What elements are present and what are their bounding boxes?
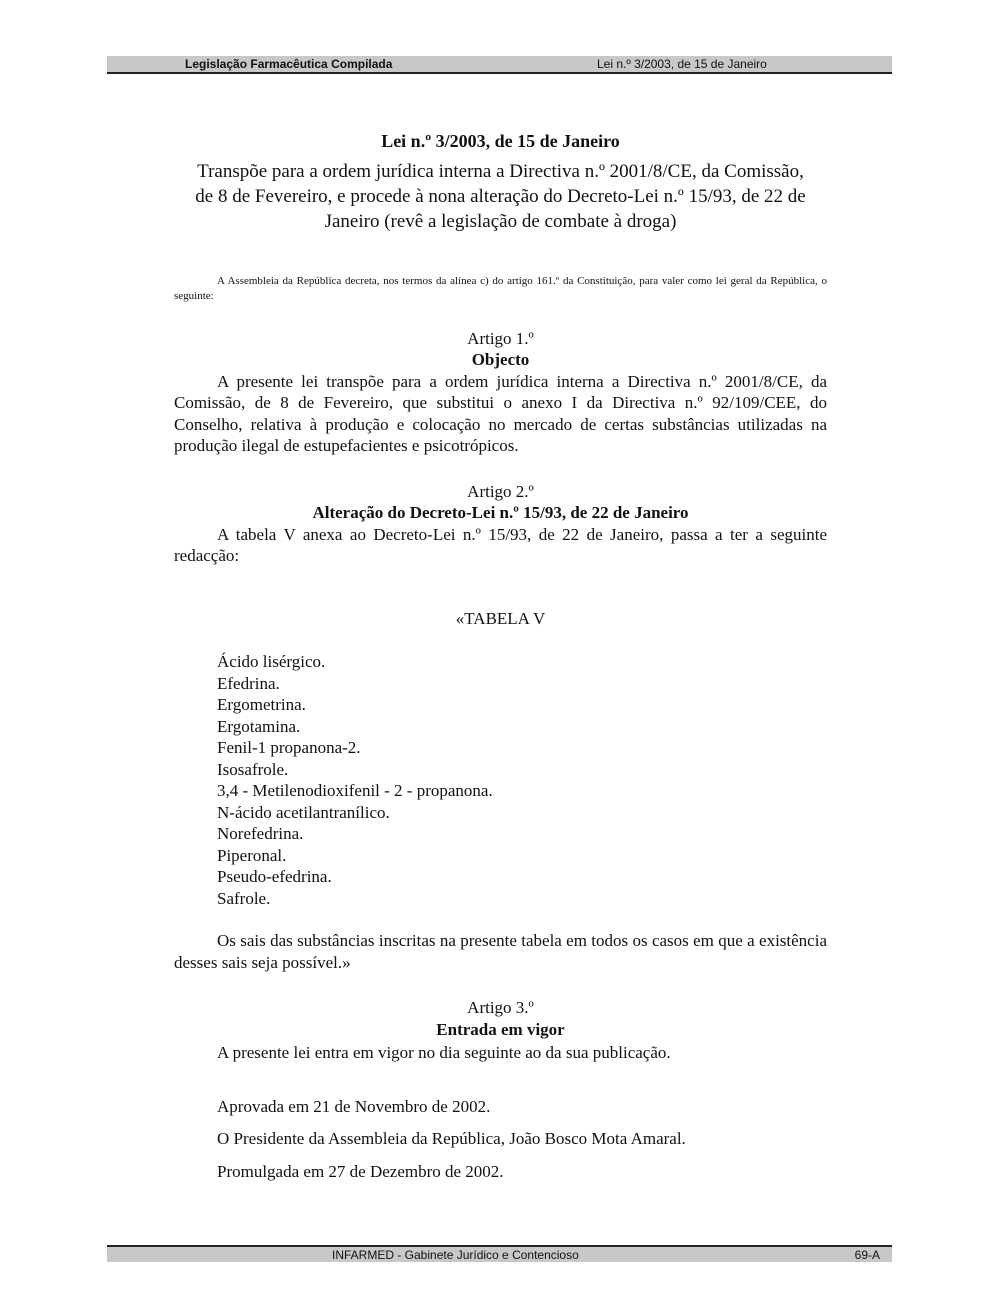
president-signature: O Presidente da Assembleia da República, João Bosco Mota Amaral. [217,1129,686,1148]
salts-paragraph: Os sais das substâncias inscritas na presente tabela em todos os casos em que a existência desses sais seja possível.» [174,931,827,972]
substance-list [217,651,827,909]
article-2-number: Artigo 2.º [467,481,534,501]
header-publication-title: Legislação Farmacêutica Compilada [185,57,393,71]
page-number: 69-A [854,1248,880,1262]
table-v-title: «TABELA V [455,608,546,628]
article-1-number: Artigo 1.º [467,328,534,348]
page-header [107,56,892,74]
list-item: N-ácido acetilantranílico. [217,802,390,822]
article-1-title: Objecto [471,350,530,369]
law-subtitle: Transpõe para a ordem jurídica interna a Directiva n.º 2001/8/CE, da Comissão, de 8 de Fevereiro, e procede à nona alteração do Decreto-Lei n.º 15/93, de 22 de Janeiro (revê a legislação de combate à droga) [195,160,806,232]
list-item: Efedrina. [217,673,280,693]
list-item: 3,4 - Metilenodioxifenil - 2 - propanona. [217,781,493,800]
law-title: Lei n.º 3/2003, de 15 de Janeiro [381,131,620,151]
footer-organization: INFARMED - Gabinete Jurídico e Contencioso [332,1248,579,1262]
list-item: Norefedrina. [217,824,304,843]
article-2-text: A tabela V anexa ao Decreto-Lei n.º 15/93, de 22 de Janeiro, passa a ter a seguinte redacção: [174,524,827,565]
document-body [174,131,827,1182]
list-item: Fenil-1 propanona-2. [217,738,361,757]
list-item: Piperonal. [217,845,287,865]
article-2-title: Alteração do Decreto-Lei n.º 15/93, de 22 de Janeiro [312,503,689,522]
header-law-reference: Lei n.º 3/2003, de 15 de Janeiro [597,57,767,71]
article-3-number: Artigo 3.º [467,998,534,1017]
list-item: Ergometrina. [217,695,306,714]
list-item: Pseudo-efedrina. [217,867,332,886]
list-item: Safrole. [217,888,271,908]
promulgation-date: Promulgada em 27 de Dezembro de 2002. [217,1161,504,1181]
article-3-title: Entrada em vigor [436,1019,565,1039]
list-item: Isosafrole. [217,759,289,779]
article-3-text: A presente lei entra em vigor no dia seguinte ao da sua publicação. [217,1043,671,1062]
page-footer [107,1245,892,1262]
list-item: Ergotamina. [217,716,301,736]
article-1-text: A presente lei transpõe para a ordem jurídica interna a Directiva n.º 2001/8/CE, da Comissão, de 8 de Fevereiro, que substitui o anexo I da Directiva n.º 92/109/CEE, do Conselho, relativa à produção e colocação no mercado de certas substâncias utilizadas na produção ilegal de estupefacientes e psicotrópicos. [174,371,827,455]
preamble: A Assembleia da República decreta, nos termos da alínea c) do artigo 161.º da Constituição, para valer como lei geral da República, o seguinte: [174,274,827,302]
approval-date: Aprovada em 21 de Novembro de 2002. [217,1096,491,1116]
list-item: Ácido lisérgico. [217,652,326,671]
